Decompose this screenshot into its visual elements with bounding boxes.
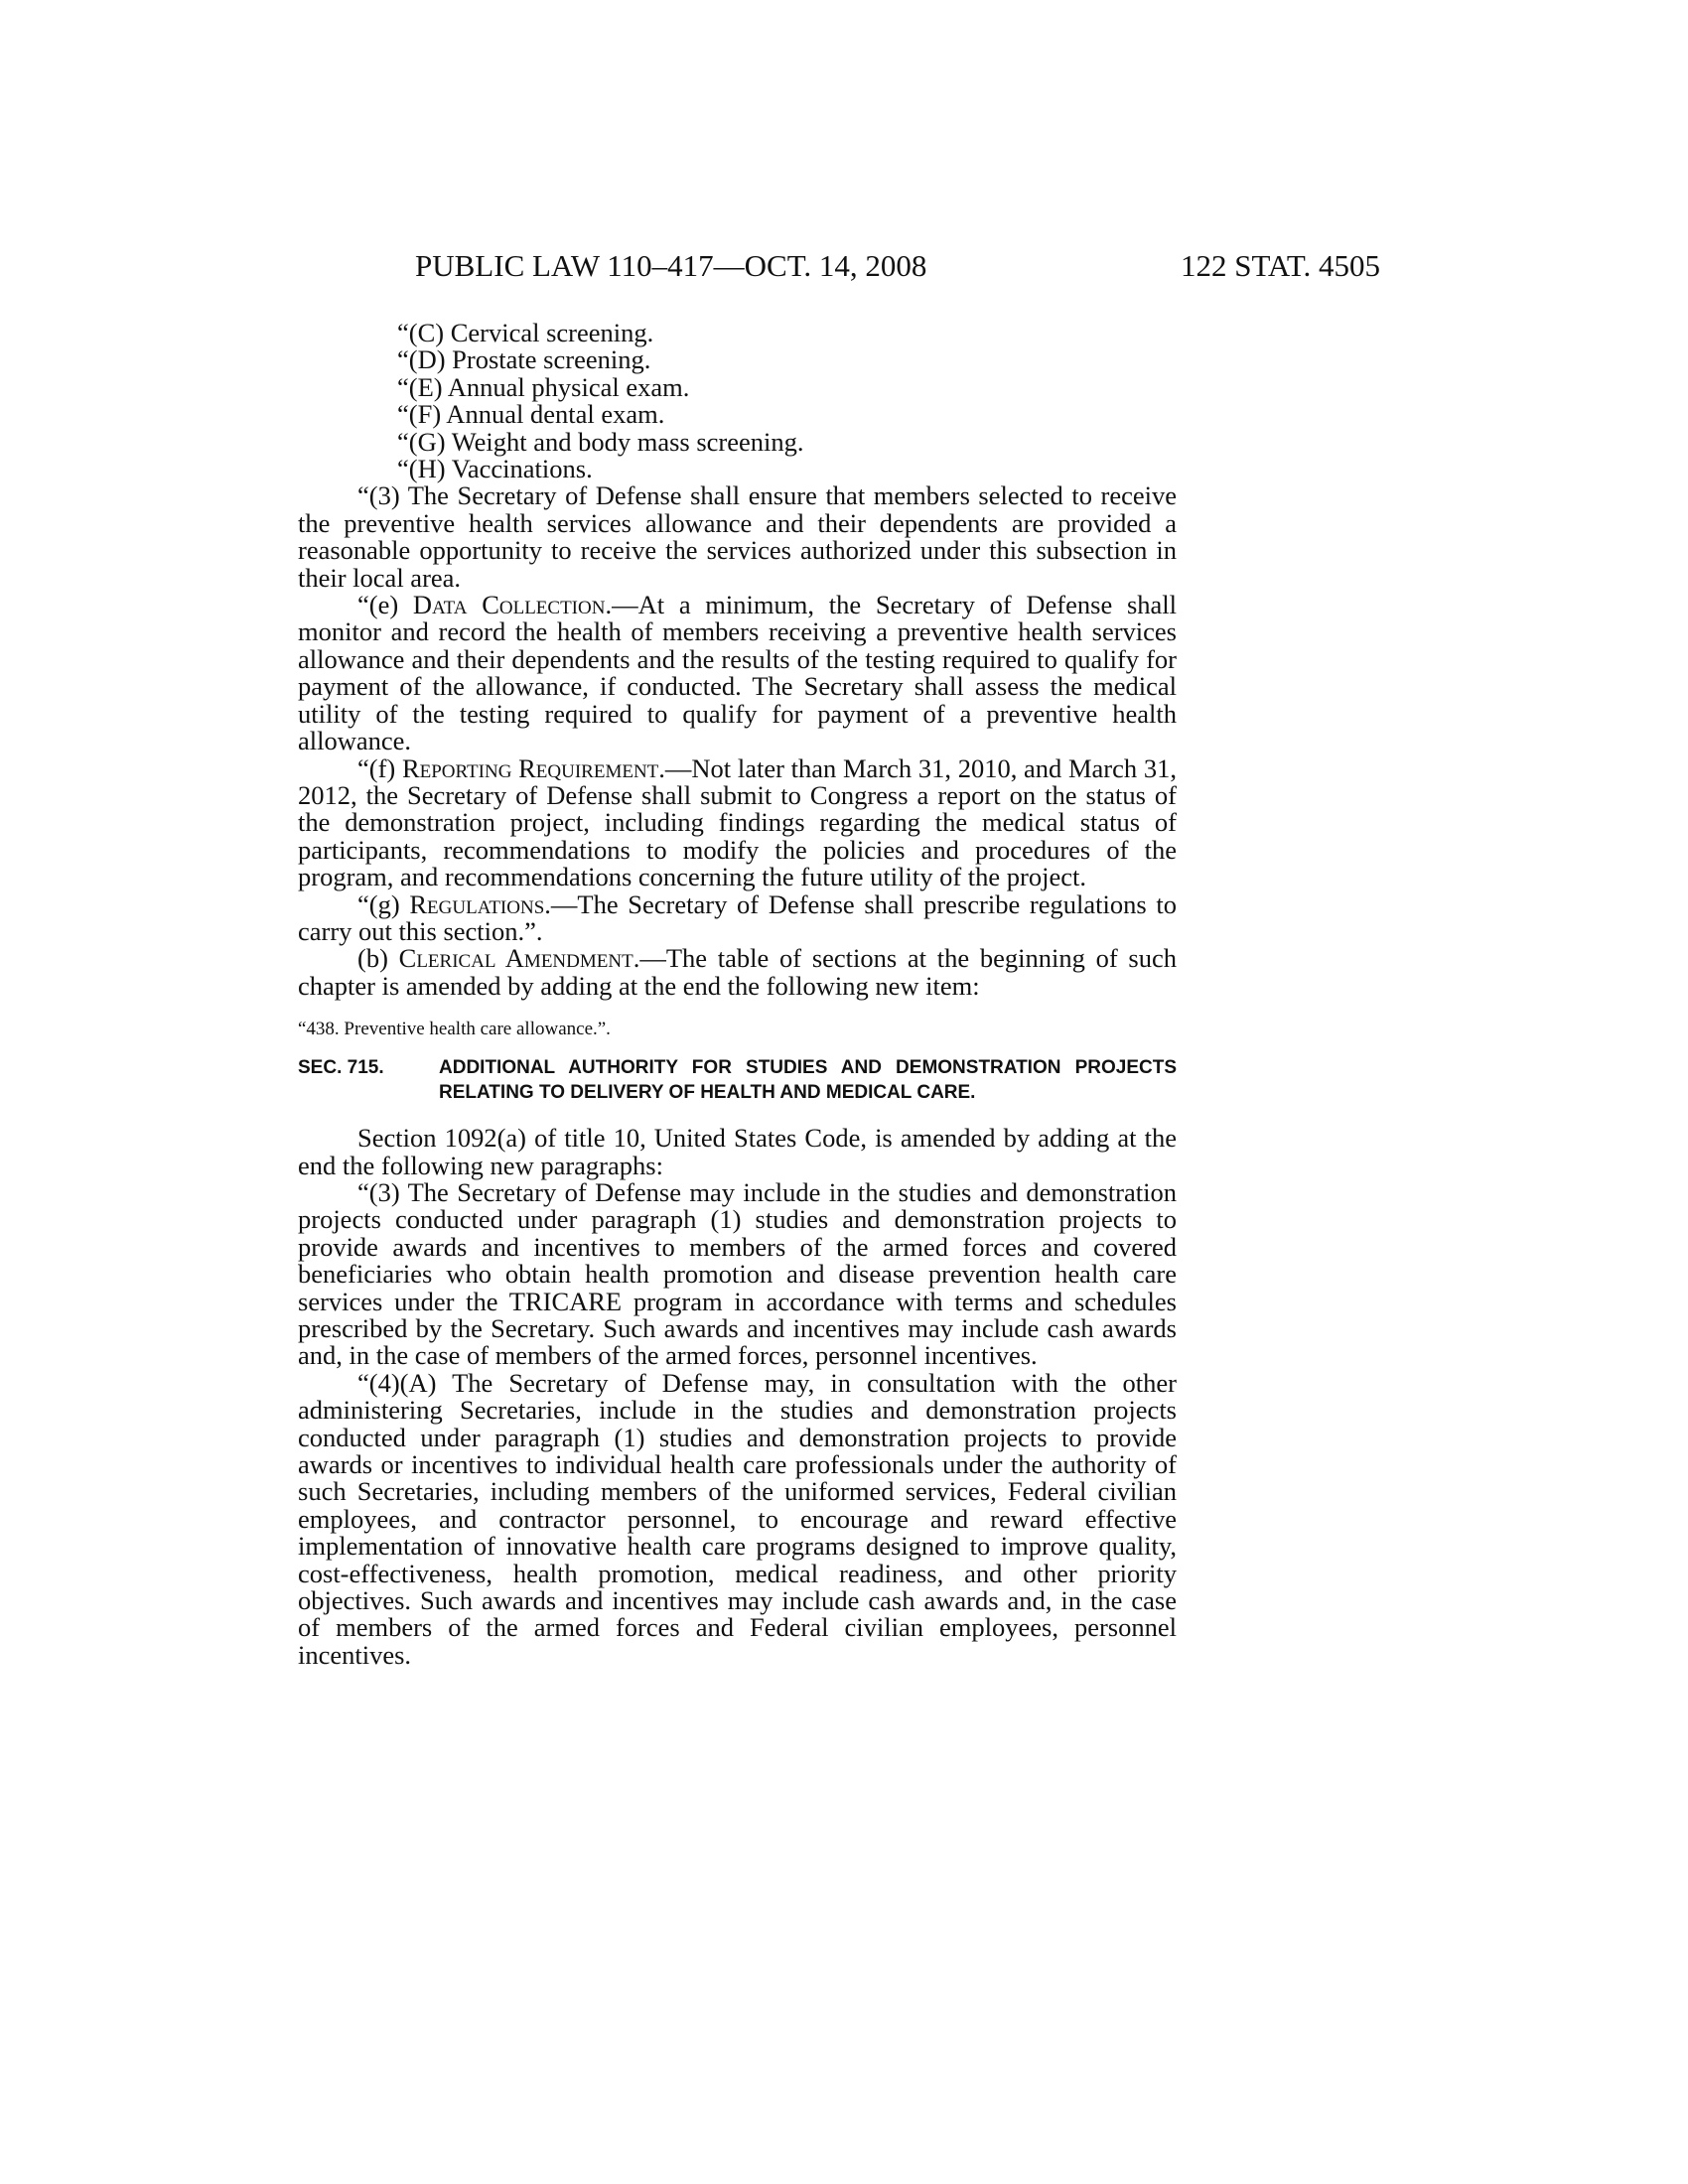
list-item: “(G) Weight and body mass screening. xyxy=(397,426,804,457)
list-item: “(F) Annual dental exam. xyxy=(397,399,665,430)
list-item: “(C) Cervical screening. xyxy=(397,318,654,347)
section-number: SEC. 715. xyxy=(298,1057,384,1079)
running-header xyxy=(298,246,1380,286)
paragraph-g-regulations xyxy=(298,888,1177,946)
section-paragraph-3: “(3) The Secretary of Defense may include in the studies and demonstration projects conducted under paragraph (1) studies and demonstration projects to provide awards and incentives to members of the armed forces and covered beneficiaries who obtain health promotion and disease prevention health care services under the TRICARE program in accordance with terms and schedules prescribed by the Secretary. Such awards and incentives may include cash awards and, in the case of members of the armed forces, personnel incentives. xyxy=(298,1176,1177,1371)
paragraph-f-reporting-requirement xyxy=(298,752,1177,892)
section-heading xyxy=(298,1055,1177,1105)
paragraph-text: .—Not later than March 31, 2010, and March 31, 2012, the Secretary of Defense shall submit to Congress a report on the status of the demonstration project, including findings regarding the medical status of participants, recommendations to modify the policies and procedures of the program, and recommendations concerning the future utility of the project. xyxy=(298,752,1177,892)
section-intro: Section 1092(a) of title 10, United States Code, is amended by adding at the end the following new paragraphs: xyxy=(298,1123,1177,1180)
paragraph-e-data-collection xyxy=(298,592,1177,754)
paragraph-heading: Clerical Amendment xyxy=(398,943,633,974)
paragraph-prefix: “(e) xyxy=(357,590,413,620)
paragraph-heading: Data Collection xyxy=(412,590,606,620)
list-item: “(H) Vaccinations. xyxy=(397,454,593,484)
header-title: PUBLIC LAW 110–417—OCT. 14, 2008 xyxy=(415,248,927,283)
section-paragraph-4a: “(4)(A) The Secretary of Defense may, in consultation with the other administering Secretaries, include in the studies and demonstration projects conducted under paragraph (1) studies and demonstration projects to provide awards or incentives to individual health care professionals under the authority of such Secretaries, including members of the uniformed services, Federal civilian employees, and contractor personnel, to encourage and reward effective implementation of innovative health care programs designed to improve quality, cost-effectiveness, health promotion, medical readiness, and other priority objectives. Such awards and incentives may include cash awards and, in the case of members of the armed forces and Federal civilian employees, personnel incentives. xyxy=(298,1367,1177,1670)
paragraph-text: .—At a minimum, the Secretary of Defense shall monitor and record the health of members receiving a preventive health services allowance and their dependents and the results of the testing required to qualify for payment of the allowance, if conducted. The Secretary shall assess the medical utility of the testing required to qualify for payment of a preventive health allowance. xyxy=(298,590,1177,756)
header-stat-page: 122 STAT. 4505 xyxy=(1180,248,1380,283)
list-item: “(E) Annual physical exam. xyxy=(397,371,690,402)
paragraph-b-clerical-amendment xyxy=(298,945,1177,1000)
paragraph-text: .—The Secretary of Defense shall prescribe regulations to carry out this section.”. xyxy=(298,888,1177,946)
paragraph-prefix: (b) xyxy=(357,943,399,974)
table-of-sections-item: “438. Preventive health care allowance.”. xyxy=(298,1019,611,1040)
section-title: ADDITIONAL AUTHORITY FOR STUDIES AND DEMONSTRATION PROJECTS RELATING TO DELIVERY OF HEALTH AND MEDICAL CARE. xyxy=(439,1057,1177,1104)
paragraph-heading: Regulations xyxy=(409,888,545,919)
page-body xyxy=(298,320,1177,1669)
list-item: “(D) Prostate screening. xyxy=(397,344,651,375)
paragraph-prefix: “(g) xyxy=(357,888,410,919)
paragraph-text: .—The table of sections at the beginning of such chapter is amended by adding at the end the following new item: xyxy=(298,943,1177,1001)
paragraph-3: “(3) The Secretary of Defense shall ensure that members selected to receive the preventive health services allowance and their dependents are provided a reasonable opportunity to receive the services authorized under this subsection in their local area. xyxy=(298,480,1177,593)
paragraph-prefix: “(f) xyxy=(357,752,402,783)
paragraph-heading: Reporting Requirement xyxy=(401,752,659,783)
